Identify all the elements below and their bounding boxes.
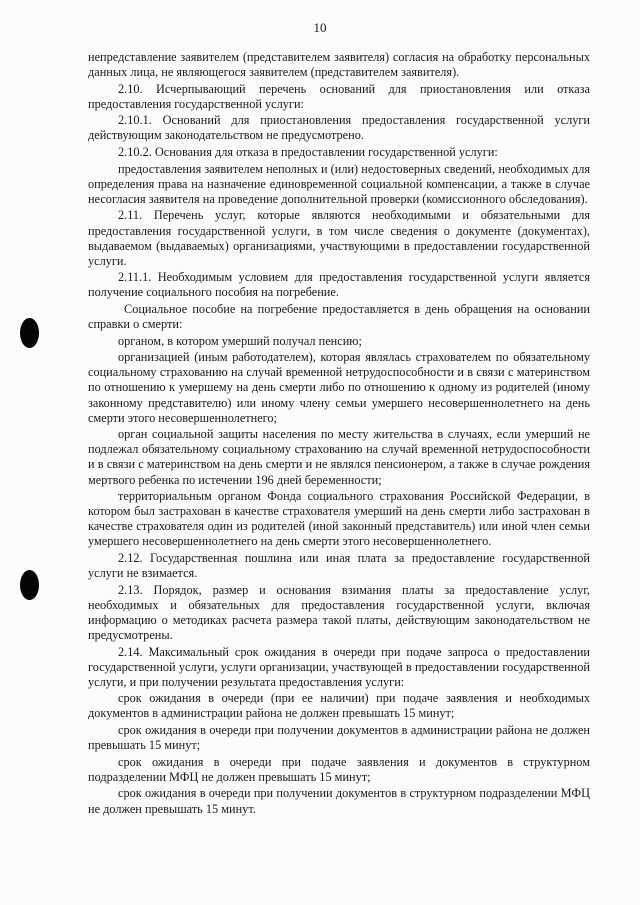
paragraph: 2.10.2. Основания для отказа в предоставлении государственной услуги: bbox=[118, 145, 498, 160]
paragraph: срок ожидания в очереди (при ее наличии) при подаче заявления и необходимых документов в администрации района не должен превышать 15 минут; bbox=[88, 691, 590, 721]
paragraph: 2.10. Исчерпывающий перечень оснований для приостановления или отказа предоставления государственной услуги: bbox=[88, 81, 590, 111]
paragraph: 2.14. Максимальный срок ожидания в очереди при подаче запроса о предоставлении государственной услуги, услуги организации, участвующей в предоставлении государственной услуги, и при получении результата предоставления услуги: bbox=[88, 644, 590, 689]
paragraph: орган социальной защиты населения по месту жительства в случаях, если умерший не подлежал обязательному социальному страхованию на случай временной нетрудоспособности и в связи с материнством на день смерти и не являлся пенсионером, а также в случае рождения мертвого ребенка по истечении 196 дней беременности; bbox=[88, 427, 590, 487]
paragraph: территориальным органом Фонда социального страхования Российской Федерации, в котором был застрахован в качестве страхователя умерший на день смерти либо застрахован в качестве страхователя один из родителей (иной законный представитель) или иной член семьи умершего несовершеннолетнего на день смерти этого несовершеннолетнего. bbox=[88, 489, 590, 549]
paragraph: срок ожидания в очереди при подаче заявления и документов в структурном подразделении МФЦ не должен превышать 15 минут; bbox=[88, 754, 590, 784]
paragraph: предоставления заявителем неполных и (или) недостоверных сведений, необходимых для определения права на назначение единовременной социальной компенсации, а также в случае несогласия заявителя на проведение дополнительной проверки (комиссионного обследования). bbox=[88, 161, 590, 206]
paragraph: срок ожидания в очереди при получении документов в администрации района не должен превышать 15 минут; bbox=[88, 723, 590, 753]
paragraph: 2.13. Порядок, размер и основания взимания платы за предоставление услуг, необходимых и обязательных для предоставления государственной услуги, включая информацию о методиках расчета размера такой платы, действующим законодательством не предусмотрены. bbox=[88, 582, 590, 642]
paragraph: органом, в котором умерший получал пенсию; bbox=[118, 333, 362, 348]
paragraph: 2.11.1. Необходимым условием для предоставления государственной услуги является получение социального пособия на погребение. bbox=[88, 270, 590, 300]
document-body bbox=[88, 50, 590, 818]
paragraph: 2.10.1. Оснований для приостановления предоставления государственной услуги действующим законодательством не предусмотрено. bbox=[88, 113, 590, 143]
paragraph: Социальное пособие на погребение предоставляется в день обращения на основании справки о смерти: bbox=[88, 302, 590, 332]
paragraph: 2.11. Перечень услуг, которые являются необходимыми и обязательными для предоставления государственной услуги, в том числе сведения о документе (документах), выдаваемом (выдаваемых) организациями, участвующими в предоставлении государственной услуги. bbox=[88, 208, 590, 268]
paragraph: организацией (иным работодателем), которая являлась страхователем по обязательному социальному страхованию на случай временной нетрудоспособности и в связи с материнством по отношению к умершему на день смерти либо по отношению к одному из родителей (иному законному представителю) или иному члену семьи умершего несовершеннолетнего на день смерти этого несовершеннолетнего; bbox=[88, 350, 590, 425]
binder-hole bbox=[20, 318, 39, 348]
binder-hole bbox=[20, 570, 39, 600]
page-number: 10 bbox=[313, 20, 327, 35]
paragraph: 2.12. Государственная пошлина или иная плата за предоставление государственной услуги не взимается. bbox=[88, 551, 590, 581]
paragraph: срок ожидания в очереди при получении документов в структурном подразделении МФЦ не должен превышать 15 минут. bbox=[88, 786, 590, 816]
paragraph: непредставление заявителем (представителем заявителя) согласия на обработку персональных данных лица, не являющегося заявителем (представителем заявителя). bbox=[88, 50, 590, 80]
